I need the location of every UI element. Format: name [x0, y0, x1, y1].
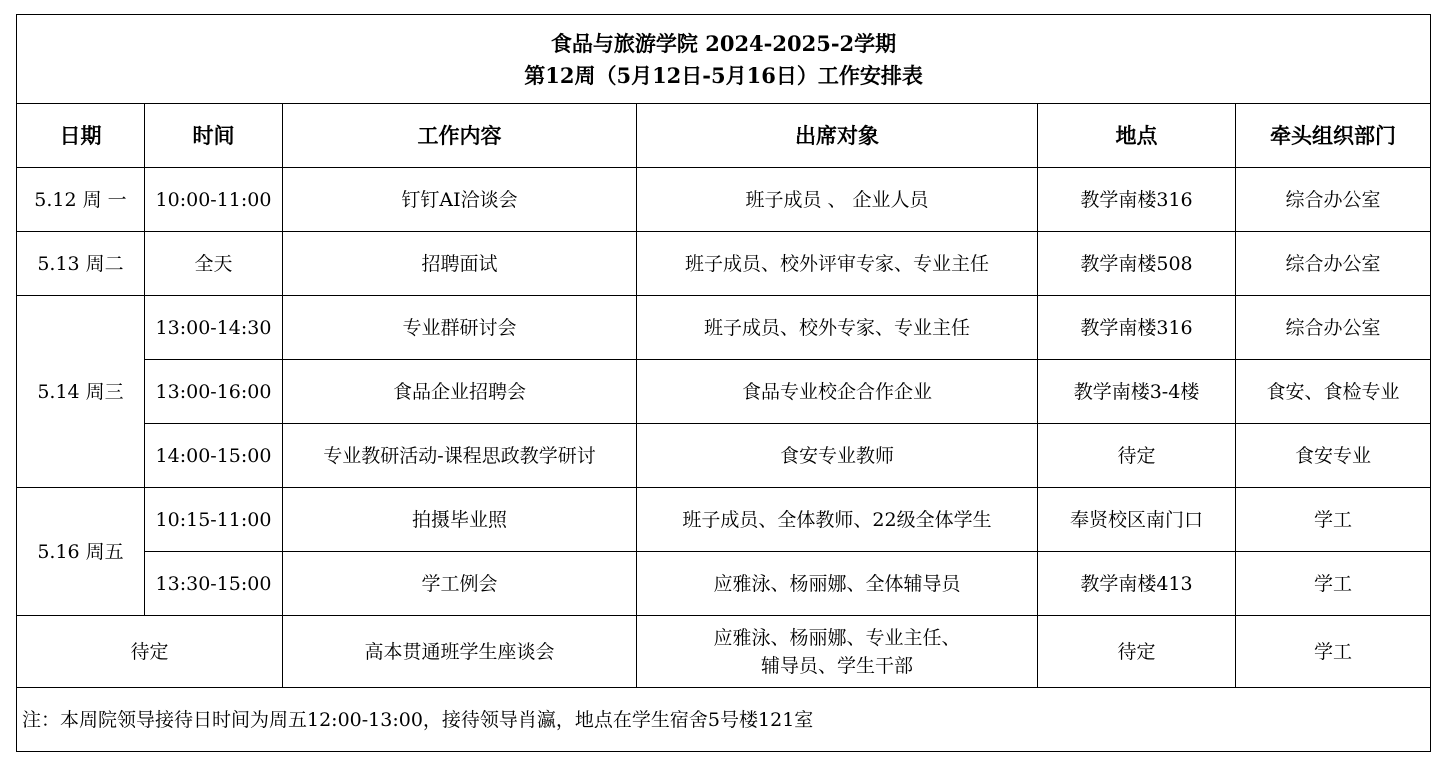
organizer-cell: 综合办公室 [1236, 296, 1431, 360]
header-location: 地点 [1038, 104, 1236, 168]
table-row [17, 168, 1431, 232]
footnote: 注：本周院领导接待日时间为周五12:00-13:00，接待领导肖瀛，地点在学生宿舍5号楼121室 [17, 688, 1431, 752]
table-row [17, 488, 1431, 552]
date-cell: 5.16 周五 [17, 488, 145, 616]
content-cell: 学工例会 [283, 552, 637, 616]
datetime-cell: 待定 [17, 616, 283, 688]
date-cell: 5.12 周 一 [17, 168, 145, 232]
location-cell: 奉贤校区南门口 [1038, 488, 1236, 552]
organizer-cell: 学工 [1236, 616, 1431, 688]
title-line-2: 第12周（5月12日-5月16日）工作安排表 [524, 63, 923, 88]
time-cell: 全天 [145, 232, 283, 296]
header-date: 日期 [17, 104, 145, 168]
time-cell: 13:00-14:30 [145, 296, 283, 360]
location-cell: 教学南楼508 [1038, 232, 1236, 296]
time-cell: 13:30-15:00 [145, 552, 283, 616]
title-line-1: 食品与旅游学院 2024-2025-2学期 [550, 31, 897, 56]
attendees-cell: 食安专业教师 [637, 424, 1038, 488]
content-cell: 食品企业招聘会 [283, 360, 637, 424]
attendees-cell [637, 616, 1038, 688]
header-row [17, 104, 1431, 168]
attendees-line-2: 辅导员、学生干部 [760, 654, 913, 677]
content-cell: 高本贯通班学生座谈会 [283, 616, 637, 688]
content-cell: 招聘面试 [283, 232, 637, 296]
table-row [17, 232, 1431, 296]
header-time: 时间 [145, 104, 283, 168]
header-attendees: 出席对象 [637, 104, 1038, 168]
table-row [17, 360, 1431, 424]
table-row [17, 552, 1431, 616]
organizer-cell: 综合办公室 [1236, 168, 1431, 232]
attendees-cell: 应雅泳、杨丽娜、全体辅导员 [637, 552, 1038, 616]
header-organizer: 牵头组织部门 [1236, 104, 1431, 168]
table-row [17, 424, 1431, 488]
location-cell: 教学南楼316 [1038, 168, 1236, 232]
content-cell: 钉钉AI洽谈会 [283, 168, 637, 232]
attendees-cell: 班子成员、校外评审专家、专业主任 [637, 232, 1038, 296]
attendees-cell: 班子成员、全体教师、22级全体学生 [637, 488, 1038, 552]
time-cell: 10:00-11:00 [145, 168, 283, 232]
attendees-line-1: 应雅泳、杨丽娜、专业主任、 [713, 626, 961, 649]
attendees-cell: 班子成员、校外专家、专业主任 [637, 296, 1038, 360]
location-cell: 教学南楼3-4楼 [1038, 360, 1236, 424]
schedule-table [16, 14, 1431, 752]
attendees-cell: 食品专业校企合作企业 [637, 360, 1038, 424]
table-title [17, 15, 1431, 104]
location-cell: 待定 [1038, 616, 1236, 688]
location-cell: 教学南楼413 [1038, 552, 1236, 616]
organizer-cell: 学工 [1236, 552, 1431, 616]
note-row [17, 688, 1431, 752]
organizer-cell: 食安专业 [1236, 424, 1431, 488]
content-cell: 专业群研讨会 [283, 296, 637, 360]
date-cell: 5.13 周二 [17, 232, 145, 296]
table-row [17, 296, 1431, 360]
organizer-cell: 综合办公室 [1236, 232, 1431, 296]
time-cell: 10:15-11:00 [145, 488, 283, 552]
table-row [17, 616, 1431, 688]
time-cell: 13:00-16:00 [145, 360, 283, 424]
location-cell: 教学南楼316 [1038, 296, 1236, 360]
content-cell: 专业教研活动-课程思政教学研讨 [283, 424, 637, 488]
schedule-sheet [16, 14, 1430, 754]
organizer-cell: 食安、食检专业 [1236, 360, 1431, 424]
time-cell: 14:00-15:00 [145, 424, 283, 488]
attendees-cell: 班子成员 、 企业人员 [637, 168, 1038, 232]
content-cell: 拍摄毕业照 [283, 488, 637, 552]
location-cell: 待定 [1038, 424, 1236, 488]
header-content: 工作内容 [283, 104, 637, 168]
organizer-cell: 学工 [1236, 488, 1431, 552]
date-cell: 5.14 周三 [17, 296, 145, 488]
